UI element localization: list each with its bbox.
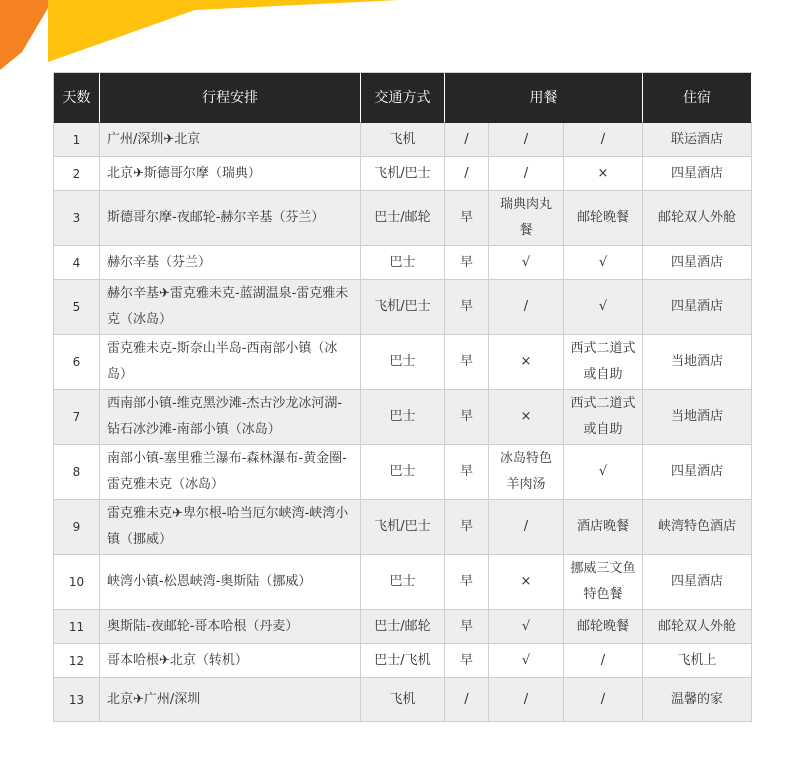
row-breakfast: 早 (445, 445, 489, 500)
row-day: 5 (54, 280, 100, 335)
row-day: 1 (54, 123, 100, 157)
row-dinner: √ (564, 246, 643, 280)
row-route: 奥斯陆-夜邮轮-哥本哈根（丹麦） (100, 610, 361, 644)
row-breakfast: 早 (445, 191, 489, 246)
row-transport: 巴士/邮轮 (361, 191, 445, 246)
row-dinner: / (564, 644, 643, 678)
yellow-stripe (48, 0, 400, 62)
row-hotel: 四星酒店 (643, 445, 752, 500)
row-day: 13 (54, 678, 100, 722)
row-day: 9 (54, 500, 100, 555)
row-route: 南部小镇-塞里雅兰瀑布-森林瀑布-黄金圈-雷克雅未克（冰岛） (100, 445, 361, 500)
table-row (54, 335, 752, 390)
table-row (54, 191, 752, 246)
row-breakfast: 早 (445, 280, 489, 335)
row-breakfast: / (445, 157, 489, 191)
row-transport: 飞机 (361, 123, 445, 157)
row-route: 西南部小镇-维克黑沙滩-杰古沙龙冰河湖-钻石冰沙滩-南部小镇（冰岛） (100, 390, 361, 445)
table-header-row (54, 73, 752, 123)
orange-stripe (0, 0, 48, 70)
row-lunch: √ (489, 246, 564, 280)
header-route: 行程安排 (100, 73, 361, 123)
row-dinner: 西式二道式或自助 (564, 390, 643, 445)
row-lunch: × (489, 390, 564, 445)
row-day: 2 (54, 157, 100, 191)
row-hotel: 峡湾特色酒店 (643, 500, 752, 555)
table-row (54, 500, 752, 555)
row-day: 6 (54, 335, 100, 390)
row-route: 赫尔辛基（芬兰） (100, 246, 361, 280)
row-route: 斯德哥尔摩-夜邮轮-赫尔辛基（芬兰） (100, 191, 361, 246)
row-route: 雷克雅未克✈卑尔根-哈当厄尔峡湾-峡湾小镇（挪威） (100, 500, 361, 555)
row-day: 11 (54, 610, 100, 644)
table-row (54, 445, 752, 500)
header-hotel: 住宿 (643, 73, 752, 123)
row-breakfast: 早 (445, 390, 489, 445)
row-lunch: × (489, 335, 564, 390)
row-lunch: √ (489, 644, 564, 678)
row-lunch: / (489, 678, 564, 722)
row-dinner: 酒店晚餐 (564, 500, 643, 555)
row-dinner: × (564, 157, 643, 191)
table-row (54, 246, 752, 280)
row-day: 3 (54, 191, 100, 246)
row-breakfast: 早 (445, 335, 489, 390)
row-lunch: / (489, 500, 564, 555)
row-dinner: 挪威三文鱼特色餐 (564, 555, 643, 610)
row-transport: 飞机 (361, 678, 445, 722)
row-lunch: 冰岛特色羊肉汤 (489, 445, 564, 500)
row-lunch: / (489, 280, 564, 335)
row-transport: 飞机/巴士 (361, 500, 445, 555)
table-row (54, 678, 752, 722)
row-lunch: 瑞典肉丸餐 (489, 191, 564, 246)
header-day: 天数 (54, 73, 100, 123)
row-lunch: × (489, 555, 564, 610)
corner-stripes (0, 0, 792, 70)
row-breakfast: 早 (445, 500, 489, 555)
table-row (54, 610, 752, 644)
row-route: 北京✈广州/深圳 (100, 678, 361, 722)
table-row (54, 555, 752, 610)
row-breakfast: 早 (445, 555, 489, 610)
table-body (54, 123, 752, 722)
row-day: 10 (54, 555, 100, 610)
row-day: 8 (54, 445, 100, 500)
row-day: 7 (54, 390, 100, 445)
row-hotel: 四星酒店 (643, 280, 752, 335)
row-route: 峡湾小镇-松恩峡湾-奥斯陆（挪威） (100, 555, 361, 610)
row-dinner: 邮轮晚餐 (564, 191, 643, 246)
row-dinner: / (564, 123, 643, 157)
row-route: 雷克雅未克-斯奈山半岛-西南部小镇（冰岛） (100, 335, 361, 390)
row-hotel: 飞机上 (643, 644, 752, 678)
table-row (54, 280, 752, 335)
row-route: 北京✈斯德哥尔摩（瑞典） (100, 157, 361, 191)
row-transport: 巴士 (361, 445, 445, 500)
row-transport: 巴士 (361, 335, 445, 390)
row-day: 12 (54, 644, 100, 678)
corner-decoration (0, 0, 792, 70)
row-transport: 飞机/巴士 (361, 157, 445, 191)
header-meals: 用餐 (445, 73, 643, 123)
row-breakfast: / (445, 123, 489, 157)
row-day: 4 (54, 246, 100, 280)
row-hotel: 当地酒店 (643, 335, 752, 390)
row-lunch: √ (489, 610, 564, 644)
row-dinner: √ (564, 445, 643, 500)
row-route: 赫尔辛基✈雷克雅未克-蓝湖温泉-雷克雅未克（冰岛） (100, 280, 361, 335)
row-transport: 巴士 (361, 555, 445, 610)
table-row (54, 157, 752, 191)
row-breakfast: 早 (445, 644, 489, 678)
row-transport: 巴士/飞机 (361, 644, 445, 678)
table-row (54, 644, 752, 678)
header-transport: 交通方式 (361, 73, 445, 123)
row-route: 哥本哈根✈北京（转机） (100, 644, 361, 678)
row-hotel: 当地酒店 (643, 390, 752, 445)
row-transport: 飞机/巴士 (361, 280, 445, 335)
table-row (54, 390, 752, 445)
row-dinner: 邮轮晚餐 (564, 610, 643, 644)
table-row (54, 123, 752, 157)
row-lunch: / (489, 157, 564, 191)
row-hotel: 四星酒店 (643, 246, 752, 280)
row-hotel: 联运酒店 (643, 123, 752, 157)
row-breakfast: / (445, 678, 489, 722)
row-breakfast: 早 (445, 246, 489, 280)
row-hotel: 四星酒店 (643, 555, 752, 610)
itinerary-table (53, 72, 752, 722)
row-dinner: 西式二道式或自助 (564, 335, 643, 390)
row-hotel: 邮轮双人外舱 (643, 610, 752, 644)
row-route: 广州/深圳✈北京 (100, 123, 361, 157)
row-dinner: √ (564, 280, 643, 335)
row-transport: 巴士 (361, 246, 445, 280)
row-dinner: / (564, 678, 643, 722)
row-lunch: / (489, 123, 564, 157)
row-hotel: 邮轮双人外舱 (643, 191, 752, 246)
row-transport: 巴士 (361, 390, 445, 445)
row-hotel: 四星酒店 (643, 157, 752, 191)
row-breakfast: 早 (445, 610, 489, 644)
row-hotel: 温馨的家 (643, 678, 752, 722)
row-transport: 巴士/邮轮 (361, 610, 445, 644)
